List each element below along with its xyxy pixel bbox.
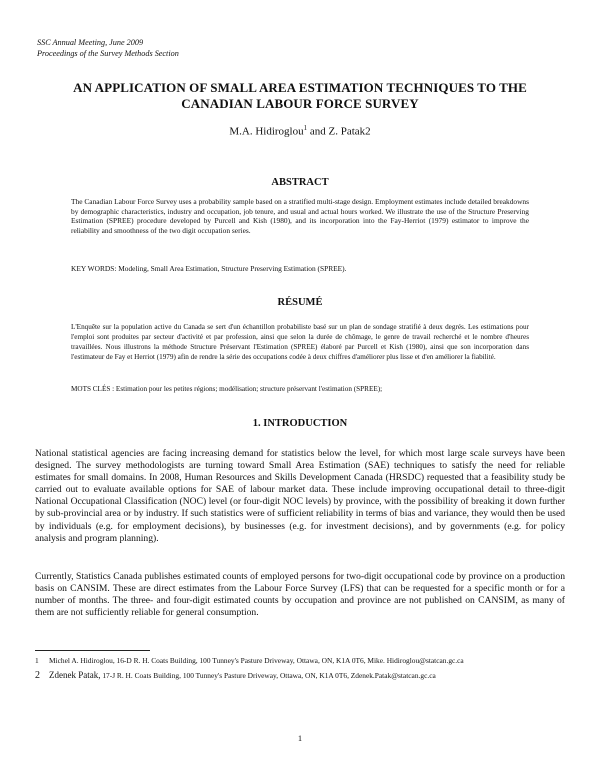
page-number: 1 — [297, 733, 303, 743]
author-2: Z. Patak2 — [328, 125, 371, 138]
footnote-2 — [35, 670, 565, 681]
introduction-paragraph-2: Currently, Statistics Canada publishes estimated counts of employed persons for two-digit occupational code by province on a production basis on CANSIM. These are direct estimates from the Labour Force Survey (LFS) that can be requested for a specific month or for a number of months. The three- and four-digit estimated counts by occupation and province are not published on CANSIM, as many of them are not sufficiently reliable for general consumption. — [35, 571, 565, 619]
introduction-heading: 1. INTRODUCTION — [252, 418, 348, 429]
author-1-footnote-mark: 1 — [303, 124, 308, 132]
abstract-keywords: KEY WORDS: Modeling, Small Area Estimation, Structure Preserving Estimation (SPREE). — [71, 264, 347, 273]
resume-heading: RÉSUMÉ — [277, 297, 323, 308]
author-connector: and — [307, 125, 329, 138]
resume-keywords: MOTS CLÉS : Estimation pour les petites régions; modélisation; structure préservant l'estimation (SPREE); — [71, 385, 383, 393]
title-line-2: CANADIAN LABOUR FORCE SURVEY — [181, 96, 419, 111]
abstract-heading: ABSTRACT — [271, 177, 329, 188]
footnote-divider — [35, 650, 150, 651]
resume-body: L'Enquête sur la population active du Canada se sert d'un échantillon probabiliste basé sur un plan de sondage stratifié à deux degrés. Les estimations pour l'emploi sont produites par secteur d'activité et par profession, ainsi que selon la durée de chômage, le genre de travail recherché et le nombre d'heures travaillées. Nous illustrons la méthode Structure Préservant l'Estimation (SPREE) élaboré par Purcell et Kish (1980), ainsi que son incorporation dans l'estimateur de Fay et Herriot (1979) afin de rendre la série des occupations codée à deux chiffres d'améliorer plus lisse et d'en améliorer la fiabilité. — [71, 323, 529, 361]
footnote-2-text: 17-J R. H. Coats Building, 100 Tunney's Pasture Driveway, Ottawa, ON, K1A 0T6, Zdenek.Patak@statcan.gc.ca — [102, 671, 436, 680]
title-line-1: AN APPLICATION OF SMALL AREA ESTIMATION TECHNIQUES TO THE — [73, 80, 527, 95]
running-header — [37, 37, 179, 59]
footnote-2-name: Zdenek Patak, — [49, 670, 101, 680]
footnote-1-text: Michel A. Hidiroglou, 16-D R. H. Coats Building, 100 Tunney's Pasture Driveway, Ottawa, ON, K1A 0T6, Mike. Hidiroglou@statcan.gc.ca — [49, 656, 464, 665]
footnote-2-mark: 2 — [35, 670, 40, 681]
author-list — [0, 124, 600, 138]
abstract-body: The Canadian Labour Force Survey uses a probability sample based on a stratified multi-stage design. Employment estimates include detailed breakdowns by demographic characteristics, industry and occupation, job tenure, and usual and actual hours worked. We illustrate the use of the Structure Preserving Estimation (SPREE) procedure developed by Purcell and Kish (1980), and its incorporation into the Fay-Herriot (1979) estimator to improve the reliability and smoothness of the two digit occupation series. — [71, 197, 529, 236]
footnote-1-mark: 1 — [35, 656, 39, 665]
header-meeting: SSC Annual Meeting, June 2009 — [37, 38, 144, 47]
introduction-paragraph-1: National statistical agencies are facing increasing demand for statistics below the level, for which most large scale surveys have been designed. The survey methodologists are turning toward Small Area Estimation (SAE) techniques to satisfy the need for reliable estimates for small domains. In 2008, Human Resources and Skills Development Canada (HRSDC) requested that a feasibility study be carried out to evaluate available options for SAE of labour market data. These include improving occupational detail to three-digit National Occupational Classification (NOC) level (or four-digit NOC levels) by province, with the possibility of breaking it down further by sub-provincial area or by industry. If such statistics were of sufficient reliability in terms of bias and variance, they would then be used by individuals (e.g. for employment decisions), by businesses (e.g. for investment decisions), and by governments (e.g. for policy analysis and program planning). — [35, 448, 565, 544]
author-1: M.A. Hidiroglou — [229, 125, 304, 138]
header-proceedings: Proceedings of the Survey Methods Section — [37, 49, 179, 58]
paper-title — [40, 80, 560, 112]
footnote-1 — [35, 656, 565, 666]
